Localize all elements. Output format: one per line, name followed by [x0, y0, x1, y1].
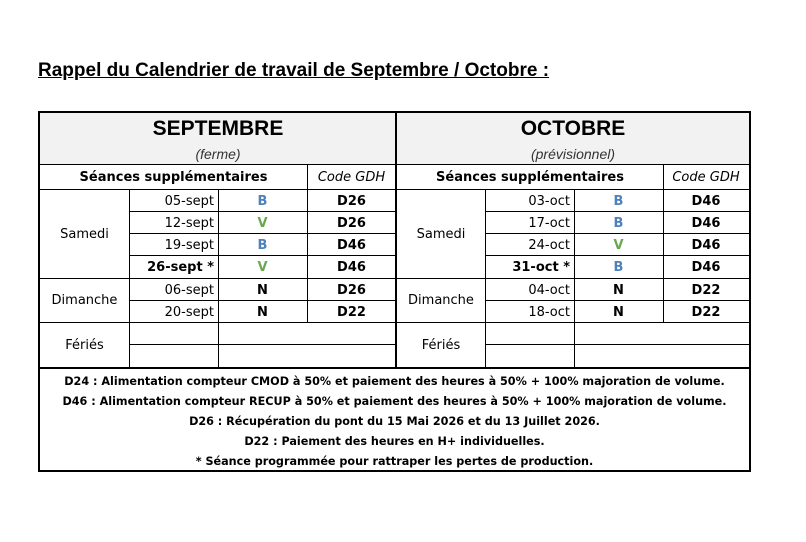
oct-letter-cell: V: [613, 237, 624, 253]
sept-code-cell: D26: [337, 282, 366, 298]
sept-letter-cell: N: [257, 282, 268, 298]
oct-letter-cell: B: [613, 259, 624, 275]
oct-date-cell: 03-oct: [528, 193, 570, 209]
grid-line: [485, 344, 749, 345]
note-d24: D24 : Alimentation compteur CMOD à 50% et paiement des heures à 50% + 100% majoration de volume.: [64, 375, 725, 388]
oct-code-cell: D46: [691, 215, 721, 231]
sept-code-cell: D46: [337, 259, 366, 275]
octobre-samedi-label: Samedi: [416, 226, 466, 242]
sept-date-cell: 06-sept: [164, 282, 214, 298]
octobre-title: OCTOBRE: [520, 117, 626, 140]
oct-code-cell: D22: [691, 304, 721, 320]
grid-line: [40, 367, 749, 369]
octobre-dimanche-label: Dimanche: [408, 292, 474, 308]
octobre-seances-header: Séances supplémentaires: [436, 169, 624, 185]
oct-letter-cell: N: [613, 282, 624, 298]
grid-line: [485, 233, 749, 234]
note-d22: D22 : Paiement des heures en H+ individuelles.: [244, 435, 545, 448]
sept-letter-cell: V: [257, 259, 268, 275]
grid-line: [395, 113, 397, 367]
sept-date-cell: 05-sept: [164, 193, 214, 209]
oct-code-cell: D46: [691, 259, 721, 275]
grid-line: [129, 211, 396, 212]
sept-code-cell: D46: [337, 237, 366, 253]
oct-date-cell: 31-oct *: [512, 259, 570, 275]
grid-line: [129, 233, 396, 234]
note-d26: D26 : Récupération du pont du 15 Mai 2026 et du 13 Juillet 2026.: [189, 415, 600, 428]
septembre-feries-label: Fériés: [65, 337, 104, 353]
sept-date-cell: 26-sept *: [147, 259, 214, 275]
septembre-samedi-label: Samedi: [60, 226, 109, 242]
septembre-code-header: Code GDH: [317, 169, 386, 185]
sept-letter-cell: N: [257, 304, 268, 320]
grid-line: [574, 189, 575, 367]
sept-code-cell: D26: [337, 215, 366, 231]
sept-date-cell: 12-sept: [164, 215, 214, 231]
note-asterisk: * Séance programmée pour rattraper les pertes de production.: [195, 455, 594, 468]
sept-letter-cell: B: [257, 237, 268, 253]
septembre-seances-header: Séances supplémentaires: [79, 169, 268, 185]
oct-letter-cell: B: [613, 215, 624, 231]
grid-line: [129, 344, 396, 345]
oct-letter-cell: N: [613, 304, 624, 320]
grid-line: [485, 211, 749, 212]
oct-letter-cell: B: [613, 193, 624, 209]
oct-date-cell: 17-oct: [528, 215, 570, 231]
grid-line: [129, 189, 130, 367]
octobre-status: (prévisionnel): [530, 146, 616, 162]
grid-line: [218, 189, 219, 367]
oct-date-cell: 24-oct: [528, 237, 570, 253]
grid-line: [663, 164, 664, 322]
oct-code-cell: D46: [691, 237, 721, 253]
grid-line: [307, 164, 308, 322]
note-d46: D46 : Alimentation compteur RECUP à 50% et paiement des heures à 50% + 100% majoration de volume.: [62, 395, 727, 408]
octobre-feries-label: Fériés: [421, 337, 461, 353]
page-title: Rappel du Calendrier de travail de Septembre / Octobre :: [38, 60, 550, 81]
grid-line: [129, 300, 396, 301]
grid-line: [485, 255, 749, 256]
sept-letter-cell: V: [257, 215, 268, 231]
oct-code-cell: D22: [691, 282, 721, 298]
septembre-dimanche-label: Dimanche: [51, 292, 118, 308]
oct-date-cell: 04-oct: [528, 282, 570, 298]
oct-date-cell: 18-oct: [528, 304, 570, 320]
sept-letter-cell: B: [257, 193, 268, 209]
sept-code-cell: D26: [337, 193, 366, 209]
septembre-title: SEPTEMBRE: [152, 117, 284, 140]
sept-date-cell: 20-sept: [164, 304, 214, 320]
octobre-code-header: Code GDH: [672, 169, 740, 185]
grid-line: [129, 255, 396, 256]
sept-code-cell: D22: [337, 304, 366, 320]
grid-line: [485, 300, 749, 301]
septembre-status: (ferme): [195, 146, 241, 162]
sept-date-cell: 19-sept: [164, 237, 214, 253]
oct-code-cell: D46: [691, 193, 721, 209]
calendar-table: [38, 111, 751, 472]
grid-line: [485, 189, 486, 367]
